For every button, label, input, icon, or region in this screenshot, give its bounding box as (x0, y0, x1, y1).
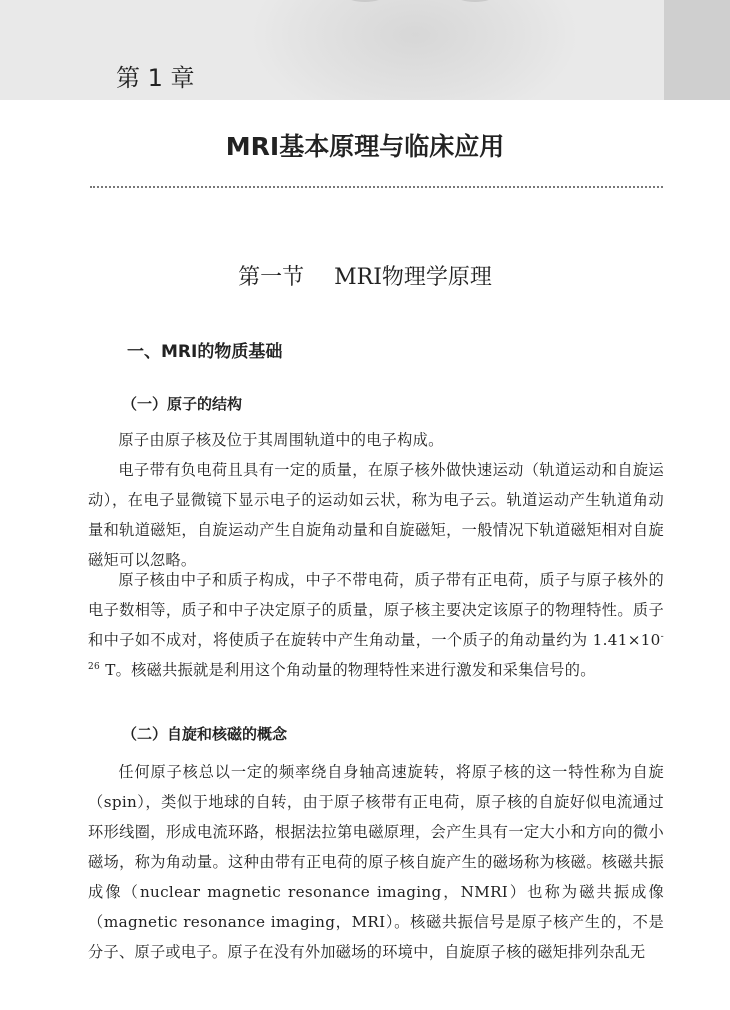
subheading-atom-structure: （一）原子的结构 (122, 395, 243, 413)
dotted-divider (90, 186, 663, 188)
banner-side-tab (664, 0, 730, 100)
paragraph-4: 任何原子核总以一定的频率绕自身轴高速旋转，将原子核的这一特性称为自旋（spin），类似于地球的自转，由于原子核带有正电荷，原子核的自旋好似电流通过环形线圈，形成电流环路，根据法拉第电磁原理，会产生具有一定大小和方向的微小磁场，称为角动量。这种由带有正电荷的原子核自旋产生的磁场称为核磁。核磁共振成像（nuclear magnetic resonance imaging，NMRI）也称为磁共振成像（magnetic resonance imaging，MRI）。核磁共振信号是原子核产生的，不是分子、原子或电子。原子在没有外加磁场的环境中，自旋原子核的磁矩排列杂乱无 (88, 763, 664, 961)
exponent: -26 (88, 631, 664, 672)
paragraph-4-wrapper (88, 757, 664, 967)
paragraph-3 (88, 565, 664, 685)
skull-background-image (250, 0, 580, 100)
subheading-spin-and-nuclear-magnetism: （二）自旋和核磁的概念 (122, 725, 288, 743)
section-number: 第一节 (238, 265, 305, 290)
paragraph-2: 电子带有负电荷且具有一定的质量，在原子核外做快速运动（轨道运动和自旋运动），在电子显微镜下显示电子的运动如云状，称为电子云。轨道运动产生轨道角动量和轨道磁矩，自旋运动产生自旋角动量和自旋磁矩，一般情况下轨道磁矩相对自旋磁矩可以忽略。 (88, 461, 664, 569)
section-title (0, 260, 730, 291)
paragraph-3-text-b: T。核磁共振就是利用这个角动量的物理特性来进行激发和采集信号的。 (100, 661, 596, 679)
skull-eye-right (440, 0, 510, 2)
paragraph-group-1 (88, 425, 664, 575)
skull-eye-left (330, 0, 400, 2)
chapter-banner (0, 0, 730, 100)
paragraph-3-text-a: 原子核由中子和质子构成，中子不带电荷，质子带有正电荷，质子与原子核外的电子数相等，质子和中子决定原子的质量，原子核主要决定该原子的物理特性。质子和中子如不成对，将使质子在旋转中产生角动量，一个质子的角动量约为 1.41×10 (88, 571, 664, 649)
paragraph-1: 原子由原子核及位于其周围轨道中的电子构成。 (118, 431, 444, 449)
chapter-label: 第 1 章 (116, 64, 195, 92)
paragraph-3-wrapper (88, 565, 664, 685)
chapter-title: MRI基本原理与临床应用 (225, 132, 505, 161)
section-name: MRI物理学原理 (334, 265, 492, 290)
heading-1: 一、MRI的物质基础 (127, 342, 283, 362)
